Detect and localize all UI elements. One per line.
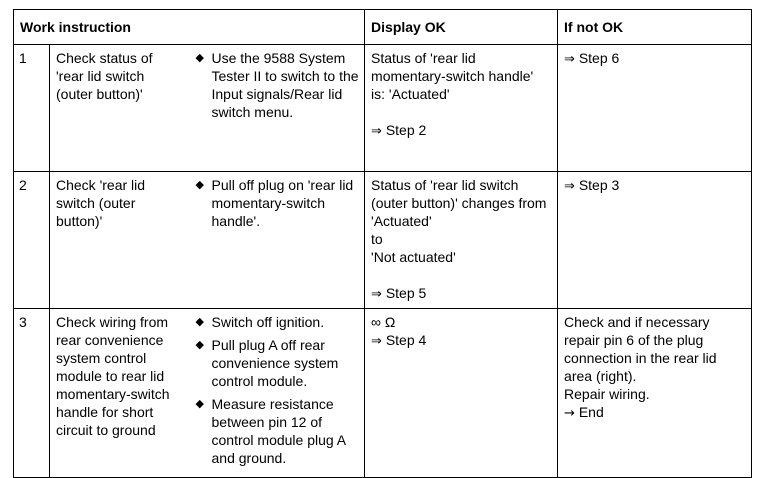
double-right-arrow-icon: ⇒ bbox=[564, 52, 575, 67]
step-number: 1 bbox=[14, 45, 50, 172]
step-ref: Step 5 bbox=[385, 285, 427, 301]
action-text: Pull plug A off rear convenience system control module. bbox=[211, 337, 339, 389]
header-work-instruction: Work instruction bbox=[14, 10, 365, 45]
header-display-ok: Display OK bbox=[365, 10, 558, 45]
step-number: 2 bbox=[14, 172, 50, 309]
display-to: to bbox=[371, 231, 383, 247]
check-instruction: Check 'rear lid switch (outer button)' bbox=[50, 172, 190, 309]
display-step-link bbox=[371, 331, 551, 351]
end-ref: End bbox=[578, 404, 604, 420]
double-right-arrow-icon: ⇒ bbox=[371, 124, 382, 139]
action-cell bbox=[190, 309, 365, 478]
action-item bbox=[192, 336, 361, 390]
action-text: Use the 9588 System Tester II to switch to the Input signals/Rear lid switch menu. bbox=[211, 50, 359, 120]
if-not-ok-cell bbox=[558, 45, 752, 172]
table-row bbox=[14, 45, 752, 172]
diamond-bullet-icon: ◆ bbox=[195, 398, 204, 410]
right-arrow-icon: → bbox=[564, 406, 575, 421]
action-cell bbox=[190, 172, 365, 309]
not-ok-text: Check and if necessary repair pin 6 of the plug connection in the rear lid area (right). bbox=[564, 314, 717, 384]
double-right-arrow-icon: ⇒ bbox=[371, 334, 382, 349]
action-text: Pull off plug on 'rear lid momentary-switch handle'. bbox=[211, 177, 354, 229]
not-ok-step-link bbox=[564, 49, 745, 69]
action-item bbox=[192, 176, 361, 230]
action-item bbox=[192, 313, 361, 331]
action-item bbox=[192, 49, 361, 121]
diamond-bullet-icon: ◆ bbox=[195, 316, 204, 328]
table-row bbox=[14, 172, 752, 309]
display-ok-cell bbox=[365, 172, 558, 309]
action-item bbox=[192, 395, 361, 467]
check-instruction: Check wiring from rear convenience system control module to rear lid momentary-switch handle for short circuit to ground bbox=[50, 309, 190, 478]
if-not-ok-cell bbox=[558, 309, 752, 478]
work-instruction-table bbox=[13, 9, 752, 478]
step-ref: Step 4 bbox=[385, 332, 427, 348]
display-step-link bbox=[371, 121, 551, 141]
step-ref: Step 6 bbox=[578, 50, 620, 66]
not-ok-end-link bbox=[564, 403, 745, 423]
display-text: Status of 'rear lid switch (outer button)' changes from 'Actuated' bbox=[371, 177, 547, 229]
infinity-ohm-symbol: ∞ Ω bbox=[371, 314, 396, 330]
step-number: 3 bbox=[14, 309, 50, 478]
table-header-row bbox=[14, 10, 752, 45]
double-right-arrow-icon: ⇒ bbox=[371, 287, 382, 302]
double-right-arrow-icon: ⇒ bbox=[564, 179, 575, 194]
if-not-ok-cell bbox=[558, 172, 752, 309]
display-ok-cell bbox=[365, 45, 558, 172]
display-step-link bbox=[371, 284, 551, 304]
action-cell bbox=[190, 45, 365, 172]
check-instruction: Check status of 'rear lid switch (outer button)' bbox=[50, 45, 190, 172]
step-ref: Step 2 bbox=[385, 122, 427, 138]
step-ref: Step 3 bbox=[578, 177, 620, 193]
diamond-bullet-icon: ◆ bbox=[195, 179, 204, 191]
header-if-not-ok: If not OK bbox=[558, 10, 752, 45]
not-ok-step-link bbox=[564, 176, 745, 196]
diamond-bullet-icon: ◆ bbox=[195, 52, 204, 64]
not-ok-text-2: Repair wiring. bbox=[564, 386, 650, 402]
display-ok-cell bbox=[365, 309, 558, 478]
table-row bbox=[14, 309, 752, 478]
display-text: Status of 'rear lid momentary-switch handle' is: 'Actuated' bbox=[371, 50, 534, 102]
display-text-2: 'Not actuated' bbox=[371, 249, 456, 265]
diamond-bullet-icon: ◆ bbox=[195, 339, 204, 351]
action-text: Measure resistance between pin 12 of control module plug A and ground. bbox=[211, 396, 346, 466]
action-text: Switch off ignition. bbox=[211, 314, 325, 330]
